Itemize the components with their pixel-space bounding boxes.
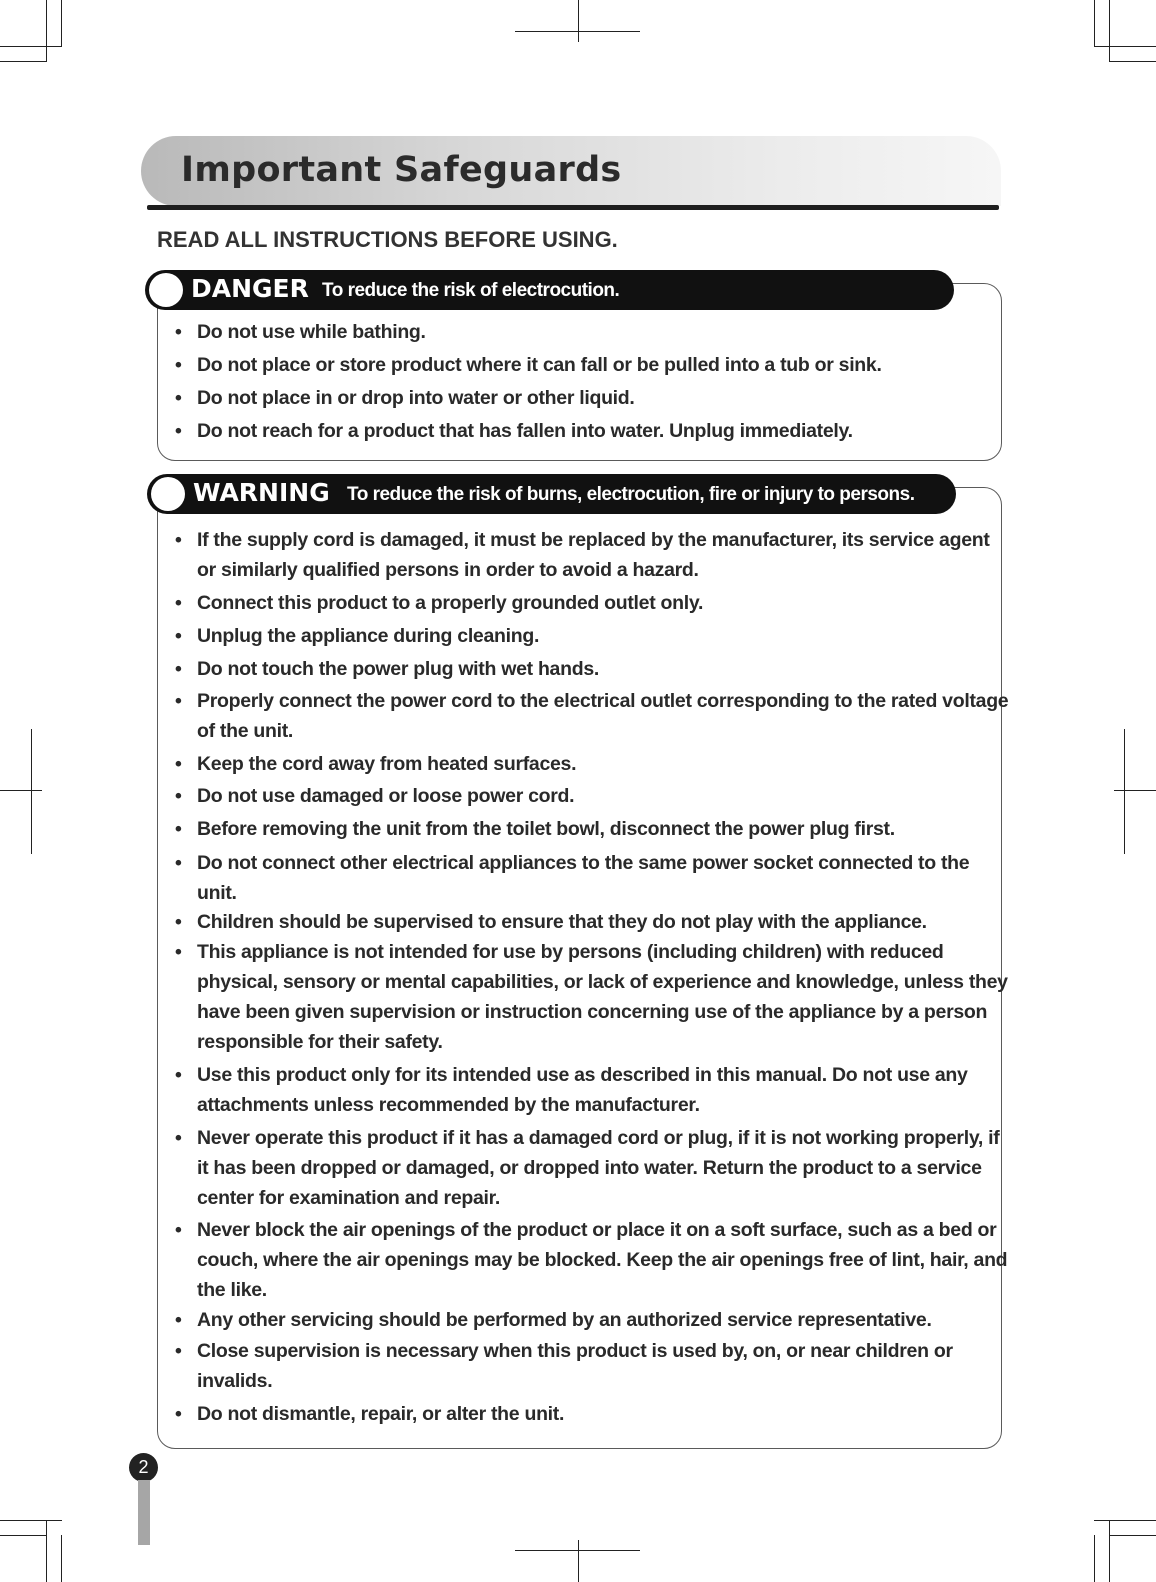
list-item-text: Children should be supervised to ensure that they do not play with the appliance. [197,911,927,933]
warning-dot [151,477,185,511]
list-item-text: Properly connect the power cord to the electrical outlet corresponding to the rated voltage of the unit. [197,690,1009,742]
list-item-text: Connect this product to a properly grounded outlet only. [197,592,704,614]
list-item: • This appliance is not intended for use by persons (including children) with reduced physical, sensory or mental capabilities, or lack of experience and knowledge, unless they have been given supervision or instruction concerning use of the appliance by a person responsible for their safety. [175,941,1008,1053]
list-item: • Never operate this product if it has a damaged cord or plug, if it is not working properly, if it has been dropped or damaged, or dropped into water. Return the product to a service center for examination and repair. [175,1127,1000,1209]
list-item: • Do not place or store product where it can fall or be pulled into a tub or sink. [175,354,882,376]
list-item-text: Any other servicing should be performed by an authorized service representative. [197,1309,932,1331]
list-item-text: This appliance is not intended for use by persons (including children) with reduced physical, sensory or mental capabilities, or lack of experience and knowledge, unless they have been given supervision or instruction concerning use of the appliance by a person responsible for their safety. [197,941,1008,1053]
list-item: • Unplug the appliance during cleaning. [175,625,540,647]
list-item: • Properly connect the power cord to the electrical outlet corresponding to the rated voltage of the unit. [175,690,1009,742]
list-item-text: Do not reach for a product that has fallen into water. Unplug immediately. [197,420,853,442]
list-item: • Children should be supervised to ensure that they do not play with the appliance. [175,911,927,933]
list-item-text: Do not use while bathing. [197,321,426,343]
list-item-text: Do not place or store product where it can fall or be pulled into a tub or sink. [197,354,882,376]
list-item-text: Use this product only for its intended use as described in this manual. Do not use any attachments unless recommended by the manufacturer. [197,1064,968,1116]
read-all-notice: READ ALL INSTRUCTIONS BEFORE USING. [157,227,618,252]
list-item-text: Do not connect other electrical appliances to the same power socket connected to the unit. [197,852,970,904]
list-item-text: Do not touch the power plug with wet hands. [197,658,599,680]
list-item-text: Before removing the unit from the toilet bowl, disconnect the power plug first. [197,818,895,840]
page-number: 2 [129,1453,158,1482]
list-item-text: Never block the air openings of the product or place it on a soft surface, such as a bed or couch, where the air openings may be blocked. Keep the air openings free of lint, hair, and the like. [197,1219,1008,1301]
list-item: • Close supervision is necessary when this product is used by, on, or near children or invalids. [175,1340,953,1392]
list-item-text: Keep the cord away from heated surfaces. [197,753,577,775]
list-item: • Never block the air openings of the product or place it on a soft surface, such as a bed or couch, where the air openings may be blocked. Keep the air openings free of lint, hair, and the like. [175,1219,1008,1301]
list-item: • Use this product only for its intended use as described in this manual. Do not use any attachments unless recommended by the manufacturer. [175,1064,968,1116]
list-item: • Do not dismantle, repair, or alter the unit. [175,1403,565,1425]
list-item: • Do not reach for a product that has fallen into water. Unplug immediately. [175,420,853,442]
list-item-text: Do not use damaged or loose power cord. [197,785,575,807]
danger-dot [149,273,183,307]
list-item: • Do not touch the power plug with wet hands. [175,658,599,680]
page-title: Important Safeguards [181,150,622,190]
list-item-text: Do not place in or drop into water or other liquid. [197,387,635,409]
list-item: • Do not use damaged or loose power cord. [175,785,575,807]
list-item: • Do not use while bathing. [175,321,426,343]
list-item-text: Never operate this product if it has a damaged cord or plug, if it is not working properly, if it has been dropped or damaged, or dropped into water. Return the product to a service center for examination and repair. [197,1127,1000,1209]
warning-label: WARNING [193,478,330,507]
page-tab [138,1480,150,1545]
list-item: • Keep the cord away from heated surfaces. [175,753,577,775]
list-item-text: If the supply cord is damaged, it must be replaced by the manufacturer, its service agent or similarly qualified persons in order to avoid a hazard. [197,529,990,581]
list-item-text: Close supervision is necessary when this product is used by, on, or near children or invalids. [197,1340,953,1392]
list-item: • Before removing the unit from the toilet bowl, disconnect the power plug first. [175,818,895,840]
list-item: • Do not place in or drop into water or other liquid. [175,387,635,409]
list-item: • If the supply cord is damaged, it must be replaced by the manufacturer, its service agent or similarly qualified persons in order to avoid a hazard. [175,529,990,581]
list-item: • Do not connect other electrical appliances to the same power socket connected to the unit. [175,852,970,904]
list-item: • Connect this product to a properly grounded outlet only. [175,592,704,614]
danger-label: DANGER [191,274,309,303]
warning-subtitle: To reduce the risk of burns, electrocution, fire or injury to persons. [347,484,915,505]
title-rule [147,205,999,210]
danger-subtitle: To reduce the risk of electrocution. [322,280,620,301]
list-item-text: Do not dismantle, repair, or alter the unit. [197,1403,565,1425]
list-item-text: Unplug the appliance during cleaning. [197,625,540,647]
list-item: • Any other servicing should be performed by an authorized service representative. [175,1309,932,1331]
